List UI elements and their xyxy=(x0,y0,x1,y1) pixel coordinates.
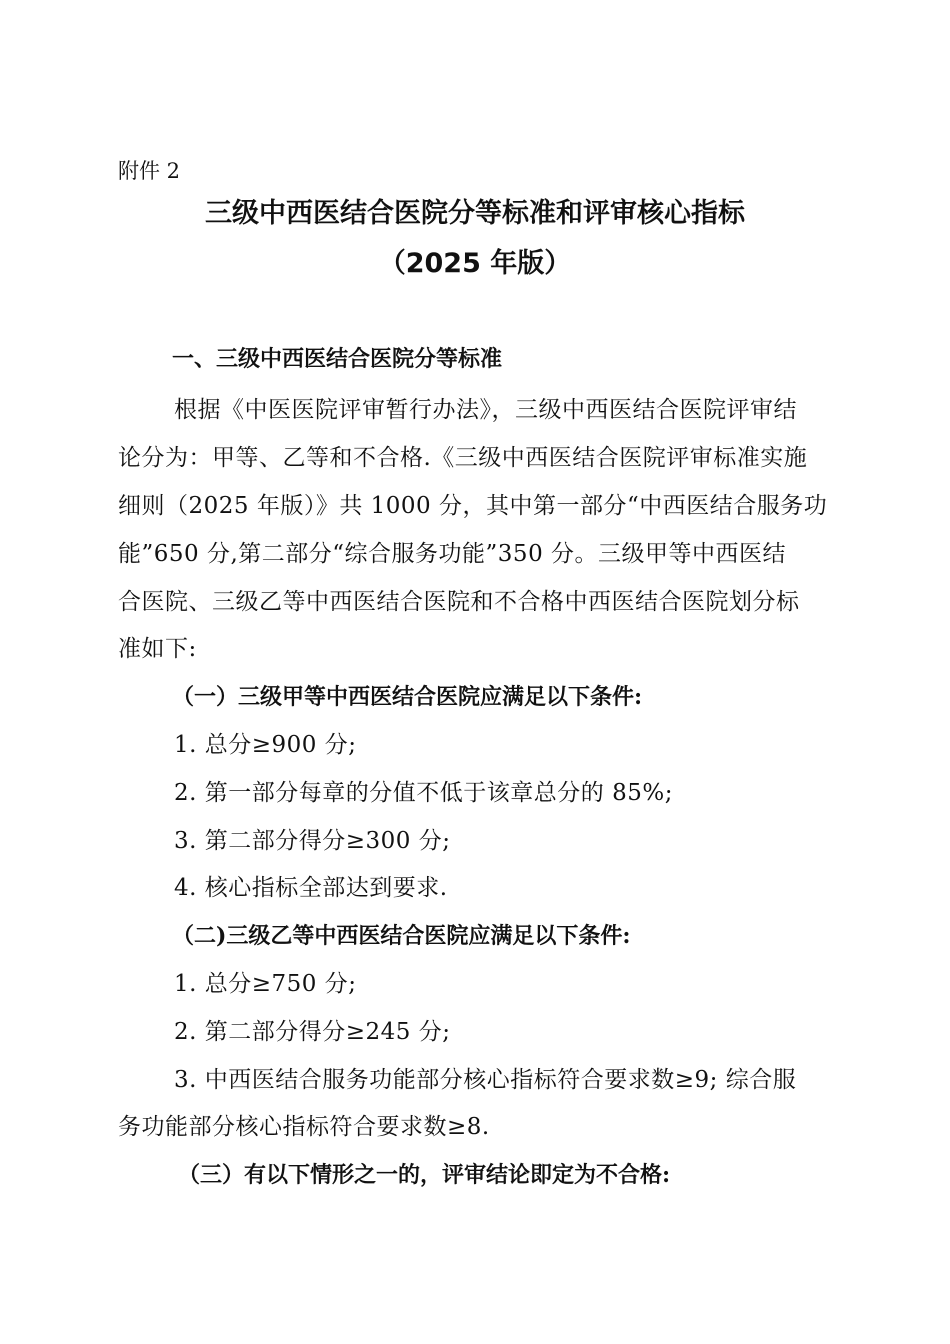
intro-paragraph-line: 合医院、三级乙等中西医结合医院和不合格中西医结合医院划分标 xyxy=(118,589,800,615)
intro-paragraph-line: 能”650 分,第二部分“综合服务功能”350 分。三级甲等中西医结 xyxy=(118,541,787,567)
intro-paragraph-line: 根据《中医医院评审暂行办法》，三级中西医结合医院评审结 xyxy=(174,397,797,423)
section-heading-grading-standard: 一、三级中西医结合医院分等标准 xyxy=(172,347,503,372)
subsection-heading-fail: （三）有以下情形之一的，评审结论即定为不合格: xyxy=(178,1162,671,1188)
list-item-continuation: 务功能部分核心指标符合要求数≥8. xyxy=(118,1114,490,1140)
intro-paragraph-line: 论分为：甲等、乙等和不合格.《三级中西医结合医院评审标准实施 xyxy=(118,445,808,471)
intro-paragraph-line: 准如下: xyxy=(118,636,197,662)
attachment-label: 附件 2 xyxy=(118,159,181,183)
list-item: 3. 第二部分得分≥300 分; xyxy=(174,828,451,854)
list-item: 2. 第二部分得分≥245 分; xyxy=(174,1019,451,1045)
subsection-heading-grade-b: （二)三级乙等中西医结合医院应满足以下条件: xyxy=(172,923,631,949)
document-title: 三级中西医结合医院分等标准和评审核心指标 xyxy=(205,198,745,229)
list-item: 1. 总分≥750 分; xyxy=(174,971,357,997)
intro-paragraph-line: 细则（2025 年版）》共 1000 分，其中第一部分“中西医结合服务功 xyxy=(118,493,828,519)
list-item: 1. 总分≥900 分; xyxy=(174,732,357,758)
list-item: 2. 第一部分每章的分值不低于该章总分的 85%; xyxy=(174,780,673,806)
list-item: 3. 中西医结合服务功能部分核心指标符合要求数≥9; 综合服 xyxy=(174,1067,797,1093)
document-subtitle-edition: （2025 年版） xyxy=(378,248,572,279)
subsection-heading-grade-a: （一）三级甲等中西医结合医院应满足以下条件: xyxy=(172,684,643,710)
list-item: 4. 核心指标全部达到要求. xyxy=(174,875,448,901)
